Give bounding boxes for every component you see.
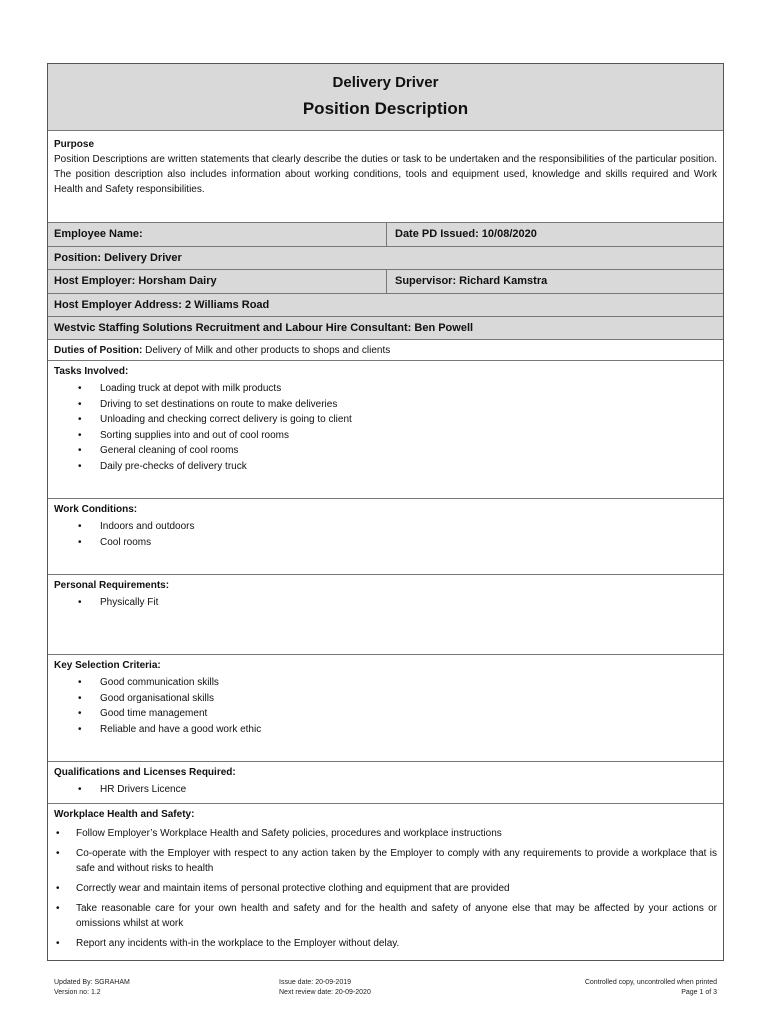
qualifications-list: [54, 782, 717, 798]
host-address-field: Host Employer Address: 2 Williams Road: [48, 293, 723, 316]
whs-label: Workplace Health and Safety:: [54, 809, 195, 820]
purpose-text: Position Descriptions are written statements that clearly describe the duties or task to be undertaken and the responsibilities of the particular position. The position description also includes information about working conditions, tools and equipment used, knowledge and skills required and Work Health and Safety responsibilities.: [54, 154, 717, 195]
footer-updated-by: Updated By: SGRAHAM: [54, 979, 130, 986]
tasks-section: [48, 360, 723, 498]
list-item: • Loading truck at depot with milk products: [100, 381, 717, 397]
host-employer-field: Host Employer: Horsham Dairy: [48, 270, 387, 293]
document-title: Delivery Driver: [332, 74, 439, 91]
footer-issue-date: Issue date: 20-09-2019: [279, 979, 351, 986]
document-subtitle: Position Description: [302, 99, 469, 118]
list-item: • Good organisational skills: [100, 691, 717, 707]
purpose-section: [48, 130, 723, 222]
footer-version: Version no: 1.2: [54, 989, 101, 996]
list-item: • Physically Fit: [100, 595, 717, 611]
work-conditions-label: Work Conditions:: [54, 504, 138, 515]
list-item: • Unloading and checking correct delivery is going to client: [100, 412, 717, 428]
qualifications-section: [48, 761, 723, 803]
work-conditions-section: [48, 498, 723, 574]
list-item: • Follow Employer’s Workplace Health and Safety policies, procedures and workplace instructions: [76, 826, 717, 841]
key-selection-list: [54, 675, 717, 737]
footer-page-number: Page 1 of 3: [681, 989, 717, 996]
qualifications-label: Qualifications and Licenses Required:: [54, 767, 236, 778]
list-item: • Correctly wear and maintain items of personal protective clothing and equipment that are provided: [76, 881, 717, 896]
list-item: • Cool rooms: [100, 535, 717, 551]
list-item: • Driving to set destinations on route to make deliveries: [100, 397, 717, 413]
whs-list: [54, 826, 717, 951]
tasks-list: [54, 381, 717, 474]
duties-section: [48, 339, 723, 360]
list-item: • Take reasonable care for your own health and safety and for the health and safety of anyone else that may be affected by your actions or omissions whilst at work: [76, 901, 717, 931]
footer-right: [585, 978, 717, 998]
footer-center: [279, 978, 371, 998]
footer-next-review: Next review date: 20-09-2020: [279, 989, 371, 996]
key-selection-label: Key Selection Criteria:: [54, 660, 161, 671]
list-item: • Co-operate with the Employer with respect to any action taken by the Employer to comply with any requirements to provide a workplace that is safe and without risks to health: [76, 846, 717, 876]
work-conditions-list: [54, 519, 717, 550]
list-item: • General cleaning of cool rooms: [100, 443, 717, 459]
list-item: • Indoors and outdoors: [100, 519, 717, 535]
duties-value: Delivery of Milk and other products to shops and clients: [142, 345, 391, 356]
employee-row: [48, 222, 723, 246]
position-description-form: [47, 63, 724, 961]
list-item: • Good communication skills: [100, 675, 717, 691]
host-employer-row: [48, 269, 723, 293]
list-item: • Daily pre-checks of delivery truck: [100, 459, 717, 475]
consultant-field: Westvic Staffing Solutions Recruitment and Labour Hire Consultant: Ben Powell: [48, 316, 723, 339]
position-field: Position: Delivery Driver: [48, 246, 723, 269]
personal-requirements-label: Personal Requirements:: [54, 580, 170, 591]
list-item: • HR Drivers Licence: [100, 782, 717, 798]
personal-requirements-section: [48, 574, 723, 654]
key-selection-section: [48, 654, 723, 761]
personal-requirements-list: [54, 595, 717, 611]
list-item: • Good time management: [100, 706, 717, 722]
supervisor-field: Supervisor: Richard Kamstra: [395, 275, 548, 287]
employee-name-field: Employee Name:: [48, 223, 387, 246]
footer-controlled-copy: Controlled copy, uncontrolled when printed: [584, 979, 717, 986]
tasks-label: Tasks Involved:: [54, 366, 129, 377]
date-issued-field: Date PD Issued: 10/08/2020: [395, 228, 537, 240]
list-item: • Reliable and have a good work ethic: [100, 722, 717, 738]
duties-label: Duties of Position:: [54, 345, 143, 356]
list-item: • Report any incidents with-in the workplace to the Employer without delay.: [76, 936, 717, 951]
footer-left: [54, 978, 130, 998]
whs-section: [48, 803, 723, 960]
title-block: [48, 64, 723, 130]
purpose-label: Purpose: [54, 139, 95, 150]
list-item: • Sorting supplies into and out of cool rooms: [100, 428, 717, 444]
